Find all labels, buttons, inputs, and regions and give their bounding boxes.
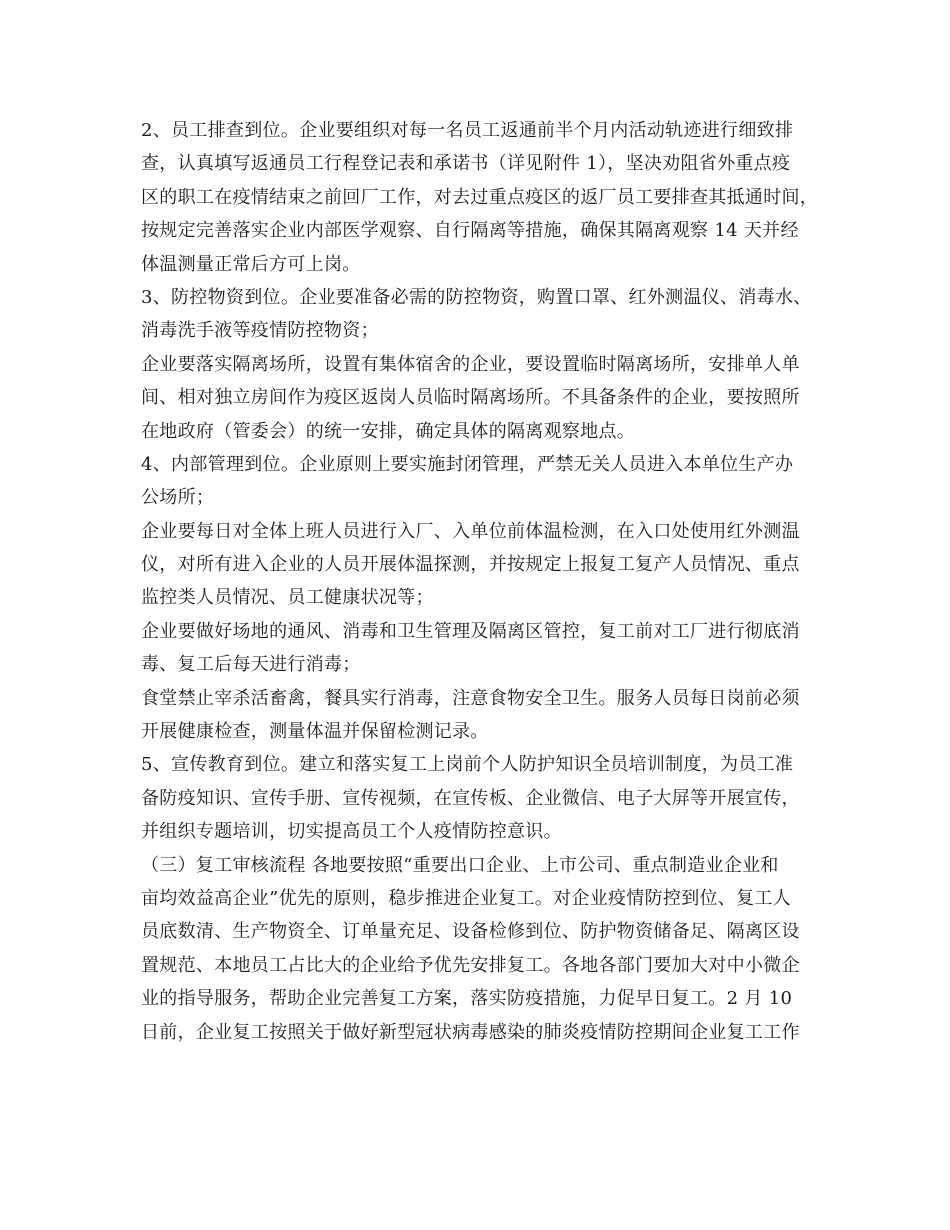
text-line: 并组织专题培训，切实提高员工个人疫情防控意识。 — [141, 821, 562, 843]
text-line: 业的指导服务，帮助企业完善复工方案，落实防疫措施，力促早日复工。2 月 10 — [141, 988, 793, 1010]
text-line: 3、防控物资到位。企业要准备必需的防控物资，购置口罩、红外测温仪、消毒水、 — [141, 286, 812, 308]
text-line: 企业要落实隔离场所，设置有集体宿舍的企业，要设置临时隔离场所，安排单人单 — [141, 353, 800, 375]
text-line: 备防疫知识、宣传手册、宣传视频，在宣传板、企业微信、电子大屏等开展宣传， — [141, 787, 800, 809]
text-line: 企业要做好场地的通风、消毒和卫生管理及隔离区管控，复工前对工厂进行彻底消 — [141, 620, 800, 642]
text-line: 区的职工在疫情结束之前回厂工作，对去过重点疫区的返厂员工要排查其抵通时间， — [141, 186, 819, 208]
text-line: 按规定完善落实企业内部医学观察、自行隔离等措施，确保其隔离观察 14 天并经 — [141, 220, 799, 242]
text-line: 公场所； — [141, 487, 215, 509]
text-line: 员底数清、生产物资全、订单量充足、设备检修到位、防护物资储备足、隔离区设 — [141, 921, 800, 943]
text-line: 体温测量正常后方可上岗。 — [141, 253, 361, 275]
text-line: 置规范、本地员工占比大的企业给予优先安排复工。各地各部门要加大对中小微企 — [141, 954, 800, 976]
text-line: 消毒洗手液等疫情防控物资； — [141, 320, 379, 342]
text-line: 毒、复工后每天进行消毒； — [141, 654, 361, 676]
text-line: 间、相对独立房间作为疫区返岗人员临时隔离场所。不具备条件的企业，要按照所 — [141, 387, 800, 409]
text-line: 企业要每日对全体上班人员进行入厂、入单位前体温检测，在入口处使用红外测温 — [141, 520, 800, 542]
text-line: 2、员工排查到位。企业要组织对每一名员工返通前半个月内活动轨迹进行细致排 — [141, 120, 794, 141]
text-line: 监控类人员情况、员工健康状况等； — [141, 587, 434, 609]
text-line: （三）复工审核流程 各地要按照“重要出口企业、上市公司、重点制造业企业和 — [141, 854, 779, 876]
text-line: 4、内部管理到位。企业原则上要实施封闭管理，严禁无关人员进入本单位生产办 — [141, 453, 794, 475]
text-line: 亩均效益高企业”优先的原则，稳步推进企业复工。对企业疫情防控到位、复工人 — [141, 887, 791, 909]
text-line: 在地政府（管委会）的统一安排，确定具体的隔离观察地点。 — [141, 420, 636, 442]
text-line: 开展健康检查，测量体温并保留检测记录。 — [141, 721, 489, 743]
text-line: 食堂禁止宰杀活畜禽，餐具实行消毒，注意食物安全卫生。服务人员每日岗前必须 — [141, 687, 800, 709]
text-line: 5、宣传教育到位。建立和落实复工上岗前个人防护知识全员培训制度，为员工准 — [141, 754, 794, 776]
text-line: 查，认真填写返通员工行程登记表和承诺书（详见附件 1），坚决劝阻省外重点疫 — [141, 153, 791, 175]
text-line: 日前，企业复工按照关于做好新型冠状病毒感染的肺炎疫情防控期间企业复工工作 — [141, 1021, 800, 1043]
text-line: 仪，对所有进入企业的人员开展体温探测，并按规定上报复工复产人员情况、重点 — [141, 554, 800, 576]
document-body — [141, 114, 821, 1049]
